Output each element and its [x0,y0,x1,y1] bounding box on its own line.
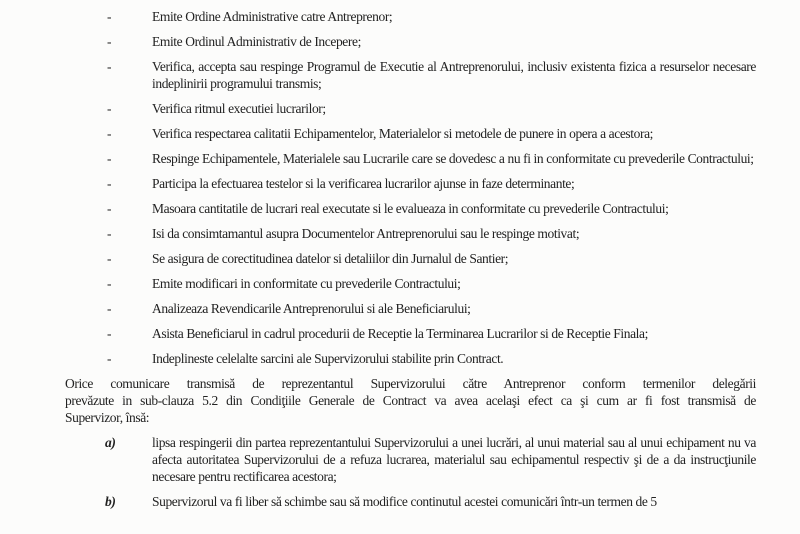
bullet-marker: - [107,151,112,166]
paragraph-line: Supervizor, însă: [65,410,150,425]
list-item-text: Emite modificari in conformitate cu prevederile Contractului; [152,276,461,291]
bullet-marker: - [107,126,112,141]
bullet-marker: - [107,34,112,49]
paragraph-line: Orice comunicare transmisă de reprezentantul Supervizorului către Antreprenor conform termenilor delegării [65,376,756,391]
list-item [65,300,756,317]
bullet-marker: - [107,276,112,291]
bullet-marker: - [107,251,112,266]
letter-marker: b) [105,494,116,509]
bullet-marker: - [107,351,112,366]
bullet-list [65,8,756,367]
bullet-marker: - [107,9,112,24]
list-item [65,150,756,167]
list-item [65,8,756,25]
list-item-text: Verifica, accepta sau respinge Programul de Executie al Antreprenorului, inclusiv existenta fizica a resurselor necesare indeplinirii programului transmis; [152,59,756,91]
list-item [65,250,756,267]
paragraph [65,375,756,426]
list-item-text: Masoara cantitatile de lucrari real executate si le evalueaza in conformitate cu prevederile Contractului; [152,201,669,216]
list-item-text: Verifica respectarea calitatii Echipamentelor, Materialelor si metodele de punere in opera a acestora; [152,126,654,141]
list-item-text: Participa la efectuarea testelor si la verificarea lucrarilor ajunse in faze determinante; [152,176,575,191]
bullet-marker: - [107,176,112,191]
list-item [65,275,756,292]
list-item-text: Asista Beneficiarul in cadrul procedurii de Receptie la Terminarea Lucrarilor si de Receptie Finala; [152,326,648,341]
letter-marker: a) [105,435,116,450]
list-item [65,33,756,50]
bullet-marker: - [107,59,112,74]
list-item [65,100,756,117]
bullet-marker: - [107,226,112,241]
bullet-marker: - [107,326,112,341]
list-item-text: Indeplineste celelalte sarcini ale Supervizorului stabilite prin Contract. [152,351,504,366]
list-item [65,350,756,367]
lettered-list [65,434,756,510]
list-item-text: Se asigura de corectitudinea datelor si detaliilor din Jurnalul de Santier; [152,251,509,266]
bullet-marker: - [107,101,112,116]
bullet-marker: - [107,201,112,216]
list-item-text: Emite Ordinul Administrativ de Incepere; [152,34,361,49]
list-item [65,175,756,192]
paragraph-line: prevăzute in sub-clauza 5.2 din Condiţiile Generale de Contract va avea acelaşi efect ca şi cum ar fi fost transmisă de [65,393,756,408]
bullet-marker: - [107,301,112,316]
list-item-text: Respinge Echipamentele, Materialele sau Lucrarile care se dovedesc a nu fi in conformitate cu prevederile Contractului; [152,151,754,166]
list-item-text: Emite Ordine Administrative catre Antreprenor; [152,9,393,24]
list-item-text: Isi da consimtamantul asupra Documentelor Antreprenorului sau le respinge motivat; [152,226,580,241]
list-item-text: Verifica ritmul executiei lucrarilor; [152,101,326,116]
list-item-text: lipsa respingerii din partea reprezentantului Supervizorului a unei lucrări, al unui material sau al unui echipament nu va afecta autoritatea Supervizorului de a refuza lucrarea, materialul sau echipamentul respectiv şi de a da instrucţiunile necesare pentru rectificarea acestora; [152,435,756,484]
list-item [65,434,756,485]
list-item [65,225,756,242]
list-item-text: Analizeaza Revendicarile Antreprenorului si ale Beneficiarului; [152,301,471,316]
list-item [65,125,756,142]
list-item [65,200,756,217]
list-item [65,58,756,92]
list-item [65,325,756,342]
list-item [65,493,756,510]
list-item-text: Supervizorul va fi liber să schimbe sau să modifice continutul acestei comunicări într-un termen de 5 [152,494,657,509]
